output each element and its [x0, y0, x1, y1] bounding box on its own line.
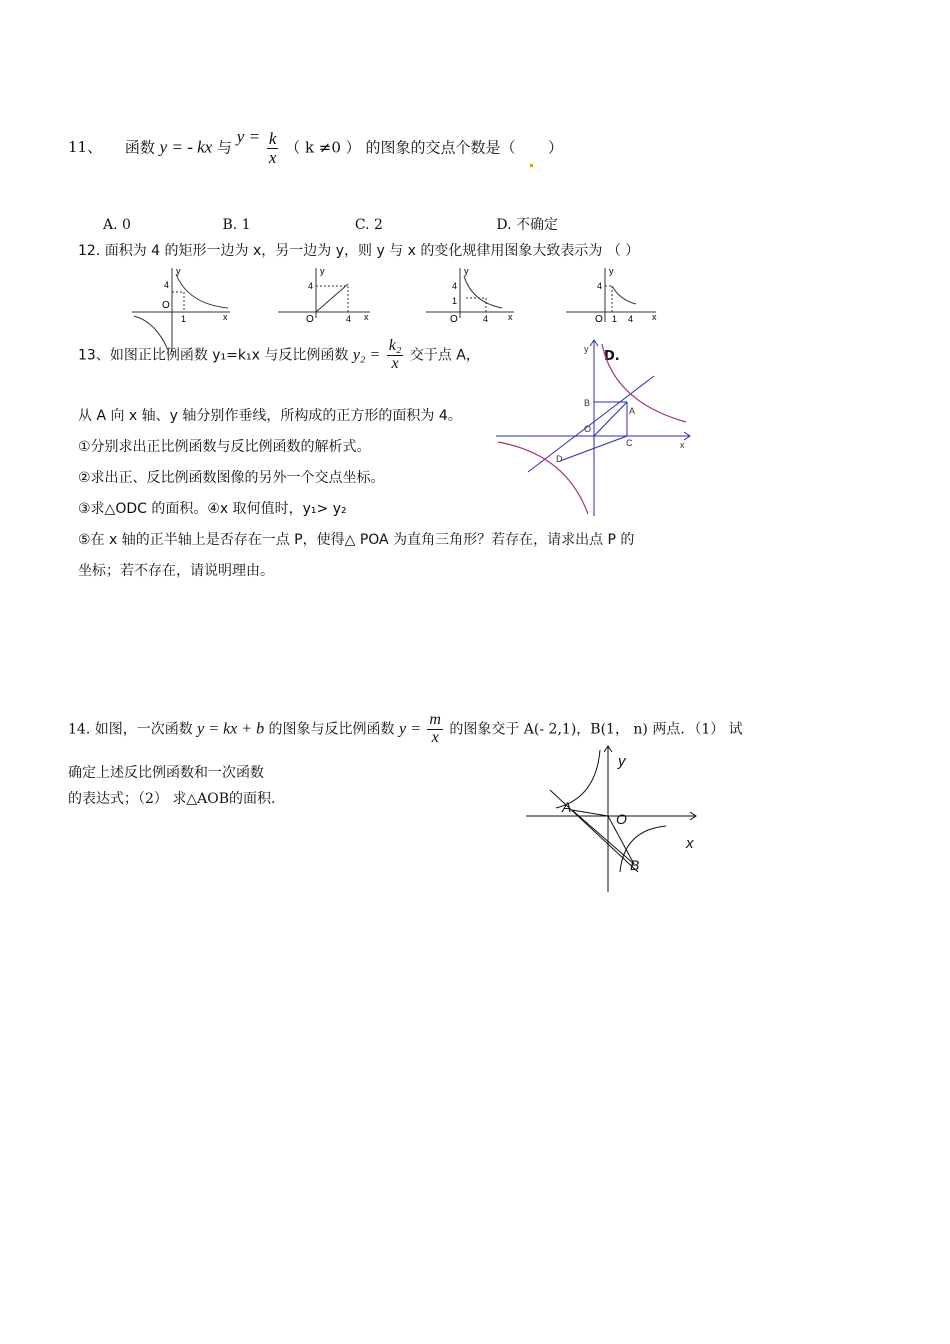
- q13-point-a: A: [629, 406, 636, 416]
- q12-a-x: x: [223, 312, 228, 322]
- q14-point-a: A: [562, 799, 572, 815]
- q14-axes: [526, 746, 696, 892]
- q14-linear: y = kx + b: [197, 720, 265, 738]
- q13-fraction: [387, 338, 404, 373]
- q13-line1-pre: 13、如图正比例函数 y₁=k₁x 与反比例函数: [78, 347, 349, 364]
- q13-hyperbola: [498, 344, 686, 514]
- q12-d-four: 4: [597, 281, 603, 291]
- q14-point-o: O: [616, 811, 627, 827]
- q14-denominator: x: [431, 728, 439, 746]
- q14-post: 的图象交于 A(- 2,1)，B(1， n) 两点．（1） 试: [449, 721, 743, 738]
- q14-figure: [520, 742, 720, 894]
- q12-b-y: y: [320, 266, 325, 276]
- q13-line1: [78, 338, 480, 384]
- q14-numerator: m: [429, 711, 441, 728]
- q12-graph-c: [426, 268, 514, 318]
- q11-conj: 与: [216, 138, 232, 157]
- q13-item5: ⑤在 x 轴的正半轴上是否存在一点 P，使得△ POA 为直角三角形？若存在，请求出点 P 的: [78, 532, 635, 548]
- q11-option-d: D. 不确定: [496, 217, 558, 233]
- q13-axes: [496, 340, 690, 516]
- q12-b-four: 4: [308, 281, 314, 291]
- q12-a-one: 1: [181, 314, 187, 324]
- q12-d-x: x: [652, 312, 657, 322]
- q12-c-one: 1: [452, 296, 458, 306]
- q11-denominator: x: [268, 147, 277, 167]
- q13-line1-post: 交于点 A，: [409, 347, 480, 364]
- q13-point-o: O: [584, 424, 592, 434]
- q12-d-four-x: 4: [628, 314, 634, 324]
- q14-y-label: y: [618, 753, 626, 770]
- q13-point-c: C: [626, 438, 633, 448]
- q11-line: [68, 127, 564, 180]
- q12-a-y: y: [176, 266, 181, 276]
- q12-text: 12. 面积为 4 的矩形一边为 x，另一边为 y，则 y 与 x 的变化规律用图象大致表示为 （ ）: [78, 243, 640, 259]
- q12-option-d-label: D.: [604, 349, 620, 364]
- q13-x-label: x: [680, 440, 685, 450]
- q14-line2: 确定上述反比例函数和一次函数: [68, 765, 264, 781]
- q12-graph-d: [566, 268, 656, 322]
- q12-c-x: x: [508, 312, 513, 322]
- q13-numerator: k₂: [388, 337, 402, 354]
- q12-b-origin: O: [306, 314, 314, 325]
- q11-mark: [530, 164, 533, 167]
- q12-d-y: y: [609, 266, 614, 276]
- q11-func1: y = - kx: [159, 137, 213, 157]
- q13-y2: y₂ =: [352, 346, 381, 364]
- q13-item5b: 坐标；若不存在，请说明理由。: [78, 563, 274, 579]
- q14-x-label: x: [686, 835, 694, 852]
- q13-y-label: y: [584, 344, 589, 354]
- q11-option-b: B. 1: [222, 217, 251, 233]
- q14-point-b: B: [630, 857, 640, 873]
- q11-numerator: k: [268, 129, 277, 148]
- q11-option-c: C. 2: [354, 217, 383, 233]
- q11-option-a: A. 0: [103, 217, 131, 233]
- q13-item2: ②求出正、反比例函数图像的另外一个交点坐标。: [78, 470, 385, 486]
- q14-line3: 的表达式；（2） 求△AOB的面积.: [68, 791, 276, 807]
- q11-fraction: [267, 130, 279, 167]
- q12-d-one: 1: [612, 314, 618, 324]
- q13-item1: ①分别求出正比例函数与反比例函数的解析式。: [78, 439, 371, 455]
- q12-d-origin: O: [595, 314, 603, 325]
- q11-number: 11、: [68, 138, 103, 157]
- q12-c-four-x: 4: [483, 314, 489, 324]
- q12-c-origin: O: [450, 314, 458, 325]
- q14-lhs: y =: [398, 720, 421, 738]
- q13-line2: 从 A 向 x 轴、y 轴分别作垂线，所构成的正方形的面积为 4。: [78, 408, 462, 424]
- q11-func2-lhs: y =: [236, 127, 261, 147]
- q14-fraction: [427, 712, 443, 747]
- q12-b-four-x: 4: [346, 314, 352, 324]
- q12-b-x: x: [364, 312, 369, 322]
- q13-item3: ③求△ODC 的面积。④x 取何值时，y₁> y₂: [78, 501, 347, 517]
- q12-c-four: 4: [452, 281, 458, 291]
- q12-a-four: 4: [164, 280, 170, 290]
- q13-figure: [490, 336, 700, 518]
- q12-a-origin: O: [162, 300, 170, 311]
- q11-close: ）: [548, 138, 564, 157]
- q11-lead: 函数: [124, 138, 155, 157]
- q11-condition: （ k ≠0 ）: [285, 138, 361, 157]
- q14-mid: 的图象与反比例函数: [268, 721, 395, 738]
- q14-pre: 14. 如图，一次函数: [68, 721, 193, 738]
- q12-c-y: y: [464, 266, 469, 276]
- q11-tail: 的图象的交点个数是（: [365, 138, 516, 157]
- q13-point-d: D: [556, 454, 563, 464]
- q13-denominator: x: [391, 354, 399, 372]
- q13-point-b: B: [584, 398, 591, 408]
- q11-options: [103, 214, 558, 234]
